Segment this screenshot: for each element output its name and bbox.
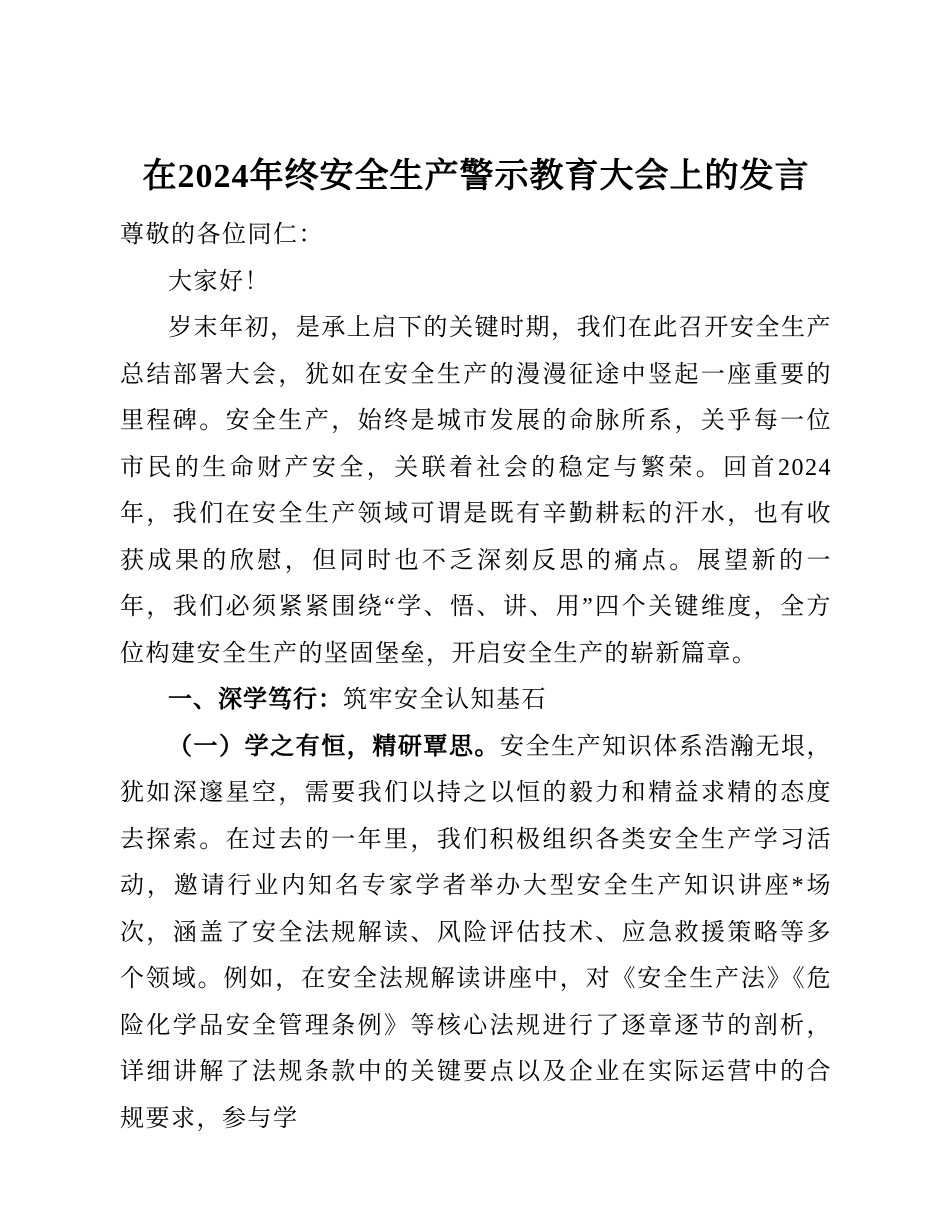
- subsection-body-text: 安全生产知识体系浩瀚无垠，犹如深邃星空，需要我们以持之以恒的毅力和精益求精的态度去探索。在过去的一年里，我们积极组织各类安全生产学习活动，邀请行业内知名专家学者举办大型安全生产知识讲座*场次，涵盖了安全法规解读、风险评估技术、应急救援策略等多个领域。例如，在安全法规解读讲座中，对《安全生产法》《危险化学品安全管理条例》等核心法规进行了逐章逐节的剖析，详细讲解了法规条款中的关键要点以及企业在实际运营中的合规要求，参与学: [120, 733, 833, 1132]
- greeting-line: 大家好！: [168, 268, 270, 295]
- intro-paragraph: 岁末年初，是承上启下的关键时期，我们在此召开安全生产总结部署大会，犹如在安全生产的漫漫征途中竖起一座重要的里程碑。安全生产，始终是城市发展的命脉所系，关乎每一位市民的生命财产安全，关联着社会的稳定与繁荣。回首2024年，我们在安全生产领域可谓是既有辛勤耕耘的汗水，也有收获成果的欣慰，但同时也不乏深刻反思的痛点。展望新的一年，我们必须紧紧围绕“学、悟、讲、用”四个关键维度，全方位构建安全生产的坚固堡垒，开启安全生产的崭新篇章。: [120, 315, 832, 667]
- section-heading-rest: 筑牢安全认知基石: [343, 687, 547, 713]
- salutation-line: 尊敬的各位同仁：: [120, 222, 324, 248]
- section-heading-emphasis: 一、深学笃行：: [168, 686, 343, 713]
- subsection-lead-emphasis: （一）学之有恒，精研覃思。: [168, 733, 501, 760]
- subsection-paragraph: [120, 724, 832, 1143]
- section-heading: [120, 677, 832, 724]
- document-title: 在2024年终安全生产警示教育大会上的发言: [142, 158, 810, 195]
